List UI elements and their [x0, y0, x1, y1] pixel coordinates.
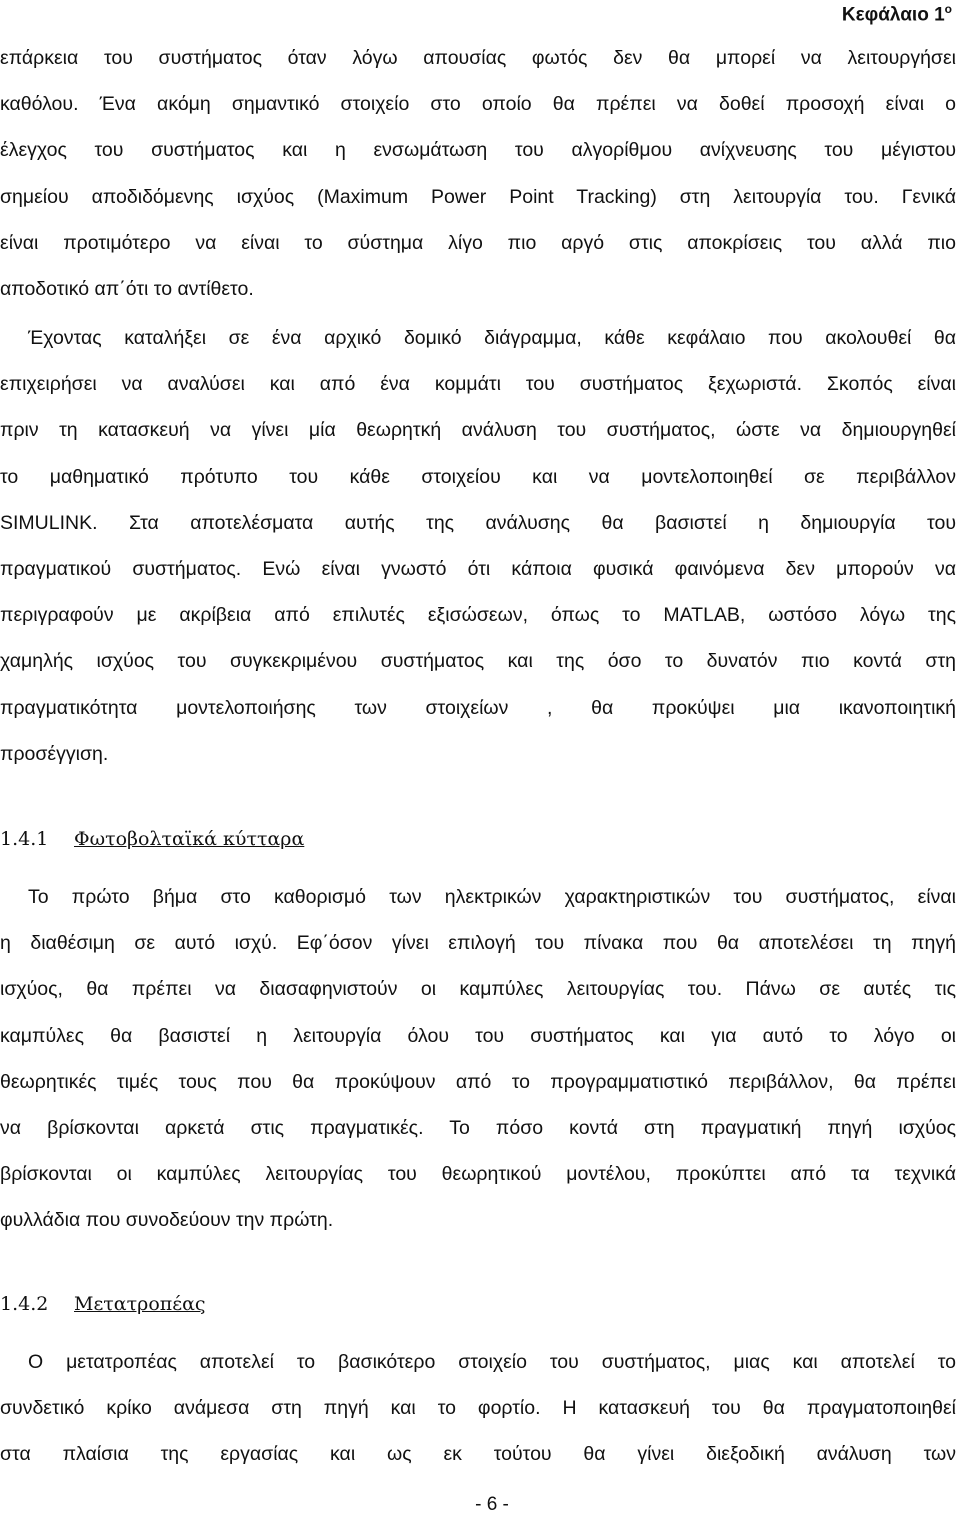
text-line: στα πλαίσια της εργασίας και ως εκ τούτου θα γίνει διεξοδική ανάλυση των — [0, 1443, 956, 1466]
section-title: Μετατροπέας — [74, 1293, 206, 1315]
paragraph-3 — [0, 874, 956, 1244]
section-heading-1-4-2 — [0, 1293, 206, 1315]
text-line: Το πρώτο βήμα στο καθορισμό των ηλεκτρικών χαρακτηριστικών του συστήματος, είναι — [28, 886, 956, 908]
text-line: προσέγγιση. — [0, 742, 109, 765]
section-number: 1.4.2 — [0, 1293, 49, 1315]
text-line: επάρκεια του συστήματος όταν λόγω απουσίας φωτός δεν θα μπορεί να λειτουργήσει — [0, 47, 956, 69]
section-heading-1-4-1 — [0, 828, 304, 850]
text-line: έλεγχος του συστήματος και η ενσωμάτωση του αλγορίθμου ανίχνευσης του μέγιστου — [0, 139, 956, 162]
text-line: είναι προτιμότερο να είναι το σύστημα λίγο πιο αργό στις αποκρίσεις του αλλά πιο — [0, 231, 956, 254]
text-line: σημείου αποδιδόμενης ισχύος (Maximum Power Point Tracking) στη λειτουργία του. Γενικά — [0, 185, 956, 208]
text-line: καθόλου. Ένα ακόμη σημαντικό στοιχείο στο οποίο θα πρέπει να δοθεί προσοχή είναι ο — [0, 93, 956, 116]
text-line: πραγματικότητα μοντελοποιήσης των στοιχείων , θα προκύψει μια ικανοποιητική — [0, 696, 956, 719]
text-line: καμπύλες θα βασιστεί η λειτουργία όλου του συστήματος και για αυτό το λόγο οι — [0, 1024, 956, 1047]
text-line: συνδετικό κρίκο ανάμεσα στη πηγή και το φορτίο. Η κατασκευή του θα πραγματοποιηθεί — [0, 1397, 956, 1420]
text-line: χαμηλής ισχύος του συγκεκριμένου συστήματος και της όσο το δυνατόν πιο κοντά στη — [0, 650, 956, 673]
page-number: - 6 - — [475, 1494, 509, 1515]
paragraph-1 — [0, 35, 956, 312]
text-line: ισχύος, θα πρέπει να διασαφηνιστούν οι καμπύλες λειτουργίας του. Πάνω σε αυτές τις — [0, 978, 956, 1001]
chapter-header: Κεφάλαιο $1^o$ — [841, 2, 952, 26]
text-line: πραγματικού συστήματος. Ενώ είναι γνωστό ότι κάποια φυσικά φαινόμενα δεν μπορούν να — [0, 557, 956, 580]
text-line: θεωρητικές τιμές τους που θα προκύψουν από το προγραμματιστικό περιβάλλον, θα πρέπει — [0, 1070, 956, 1093]
text-line: περιγραφούν με ακρίβεια από επιλυτές εξισώσεων, όπως το MATLAB, ωστόσο λόγω της — [0, 604, 956, 627]
paragraph-4 — [0, 1339, 956, 1478]
text-line: φυλλάδια που συνοδεύουν την πρώτη. — [0, 1209, 334, 1232]
text-line: το μαθηματικό πρότυπο του κάθε στοιχείου και να μοντελοποιηθεί σε περιβάλλον — [0, 465, 956, 488]
text-line: επιχειρήσει να αναλύσει και από ένα κομμάτι του συστήματος ξεχωριστά. Σκοπός είναι — [0, 373, 956, 396]
text-line: SIMULINK. Στα αποτελέσματα αυτής της ανάλυσης θα βασιστεί η δημιουργία του — [0, 511, 956, 534]
section-title: Φωτοβολταϊκά κύτταρα — [74, 828, 305, 850]
text-line: Έχοντας καταλήξει σε ένα αρχικό δομικό διάγραμμα, κάθε κεφάλαιο που ακολουθεί θα — [28, 327, 956, 349]
text-line: η διαθέσιμη σε αυτό ισχύ. Εφ΄όσον γίνει επιλογή του πίνακα που θα αποτελέσει τη πηγή — [0, 932, 956, 955]
text-line: να βρίσκονται αρκετά στις πραγματικές. Το πόσο κοντά στη πραγματική πηγή ισχύος — [0, 1116, 956, 1139]
text-line: πριν τη κατασκευή να γίνει μία θεωρητκή ανάλυση του συστήματος, ώστε να δημιουργηθεί — [0, 419, 956, 442]
text-line: Ο μετατροπέας αποτελεί το βασικότερο στοιχείο του συστήματος, μιας και αποτελεί το — [28, 1351, 956, 1373]
text-line: βρίσκονται οι καμπύλες λειτουργίας του θεωρητικού μοντέλου, προκύπτει από τα τεχνικά — [0, 1163, 956, 1186]
paragraph-2 — [0, 315, 956, 777]
section-number: 1.4.1 — [0, 828, 49, 850]
text-line: αποδοτικό απ΄ότι το αντίθετο. — [0, 277, 254, 300]
